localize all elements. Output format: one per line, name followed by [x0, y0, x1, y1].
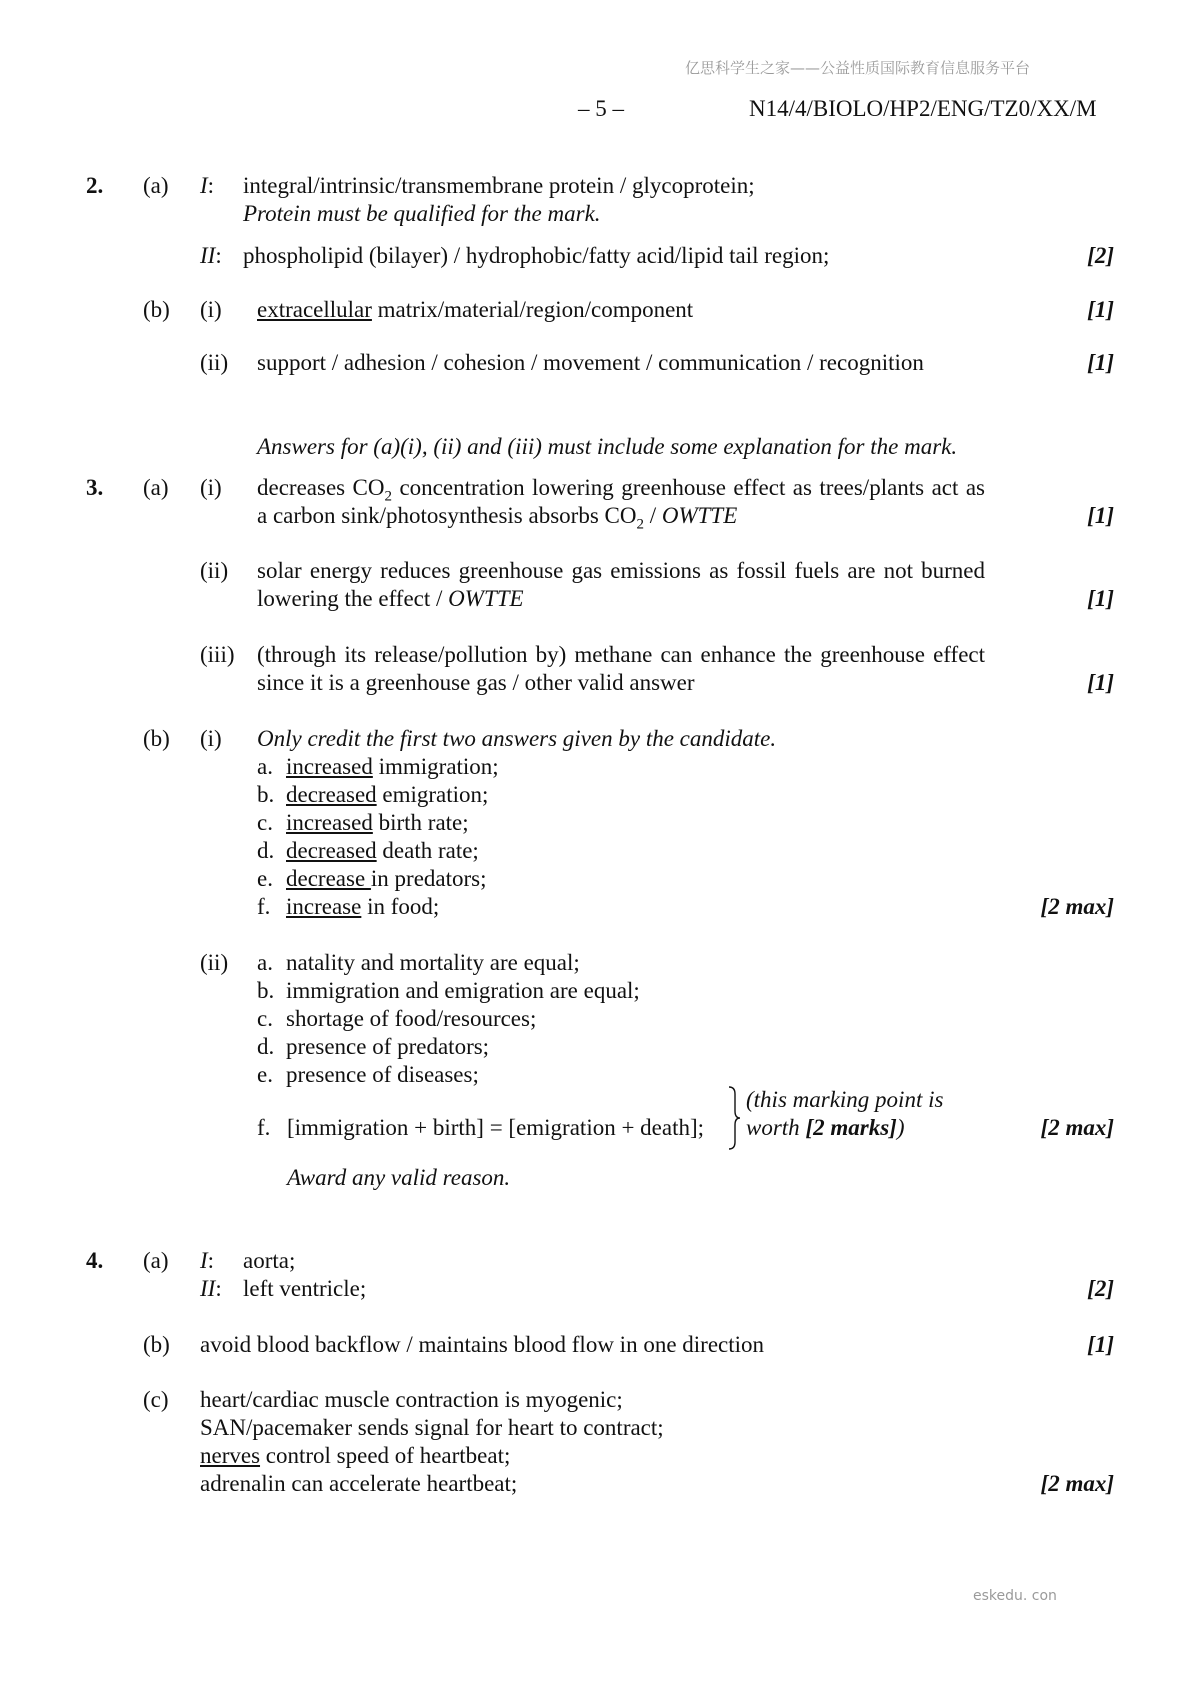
q3b-ii-f-letter: f.	[257, 1115, 271, 1140]
q3a-ii-mark: [1]	[1087, 586, 1114, 611]
list-item: e. presence of diseases;	[257, 1062, 479, 1087]
q3b-i-label: (i)	[200, 726, 222, 751]
q3a-iii-answer: (through its release/pollution by) methane can enhance the greenhouse effect since it is a greenhouse gas / other valid answer	[257, 642, 985, 695]
q3b-ii-f-equation: [immigration + birth] = [emigration + death];	[287, 1115, 705, 1140]
q4c-label: (c)	[143, 1387, 169, 1412]
q2b-i-label: (i)	[200, 297, 222, 322]
list-item: f. increase in food;	[257, 894, 440, 919]
q2a-label: (a)	[143, 173, 169, 198]
q3b-ii-award: Award any valid reason.	[287, 1165, 511, 1190]
list-item: d. presence of predators;	[257, 1034, 490, 1059]
q2a-i-label: I:	[200, 173, 215, 198]
q3a-i-mark: [1]	[1087, 503, 1114, 528]
list-item: b. decreased emigration;	[257, 782, 489, 807]
list-item: d. decreased death rate;	[257, 838, 479, 863]
q4c-answer: heart/cardiac muscle contraction is myogenic; SAN/pacemaker sends signal for heart to contract; nerves control speed of heartbeat; adrenalin can accelerate heartbeat;	[200, 1387, 664, 1496]
q2a-i-answer: integral/intrinsic/transmembrane protein / glycoprotein;	[243, 173, 755, 198]
q2b-label: (b)	[143, 297, 170, 322]
q4c-mark: [2 max]	[1040, 1471, 1114, 1496]
question-2-number: 2.	[86, 173, 104, 198]
paper-code: N14/4/BIOLO/HP2/ENG/TZ0/XX/M	[749, 96, 1097, 121]
q4a-mark: [2]	[1087, 1276, 1114, 1301]
q2b-ii-mark: [1]	[1087, 350, 1114, 375]
q3b-i-note: Only credit the first two answers given by the candidate.	[257, 726, 777, 751]
q3a-iii-mark: [1]	[1087, 670, 1114, 695]
q3b-ii-f-note: (this marking point is worth [2 marks])	[746, 1087, 944, 1140]
q4a-i-label: I:	[200, 1248, 215, 1273]
q4b-answer: avoid blood backflow / maintains blood flow in one direction	[200, 1332, 765, 1357]
list-item: c. shortage of food/resources;	[257, 1006, 537, 1031]
q4a-label: (a)	[143, 1248, 169, 1273]
watermark-top: 亿思科学生之家——公益性质国际教育信息服务平台	[685, 59, 1031, 77]
q3a-iii-label: (iii)	[200, 642, 235, 667]
page-number: – 5 –	[578, 96, 624, 121]
q3-instruction: Answers for (a)(i), (ii) and (iii) must include some explanation for the mark.	[257, 434, 958, 459]
question-4-number: 4.	[86, 1248, 104, 1273]
watermark-bottom: eskedu. con	[973, 1588, 1057, 1604]
q3a-i-answer: decreases $CO_2$ concentration lowering greenhouse effect as trees/plants act as a carbon sink/photosynthesis absorbs $CO_2$ / OWTTE	[257, 475, 985, 533]
question-3-number: 3.	[86, 475, 104, 500]
q3a-label: (a)	[143, 475, 169, 500]
q4b-label: (b)	[143, 1332, 170, 1357]
q2b-ii-answer: support / adhesion / cohesion / movement / communication / recognition	[257, 350, 924, 375]
q4b-mark: [1]	[1087, 1332, 1114, 1357]
q3b-ii-mark: [2 max]	[1040, 1115, 1114, 1140]
q2b-i-answer: extracellular matrix/material/region/component	[257, 297, 694, 322]
q2a-i-note: Protein must be qualified for the mark.	[243, 201, 601, 226]
list-item: a. natality and mortality are equal;	[257, 950, 580, 975]
q3b-label: (b)	[143, 726, 170, 751]
list-item: a. increased immigration;	[257, 754, 499, 779]
q4a-i-answer: aorta;	[243, 1248, 296, 1273]
q2a-ii-answer: phospholipid (bilayer) / hydrophobic/fatty acid/lipid tail region;	[243, 243, 830, 268]
list-item: c. increased birth rate;	[257, 810, 469, 835]
q3a-ii-label: (ii)	[200, 558, 229, 583]
brace-icon	[727, 1086, 741, 1150]
q2a-ii-label: II:	[200, 243, 222, 268]
q3a-ii-answer: solar energy reduces greenhouse gas emissions as fossil fuels are not burned lowering the effect / OWTTE	[257, 558, 985, 611]
q4a-ii-answer: left ventricle;	[243, 1276, 367, 1301]
q3b-i-mark: [2 max]	[1040, 894, 1114, 919]
q3a-i-label: (i)	[200, 475, 222, 500]
q2b-i-mark: [1]	[1087, 297, 1114, 322]
q3b-ii-label: (ii)	[200, 950, 229, 975]
q2b-ii-label: (ii)	[200, 350, 229, 375]
q3b-ii-list	[257, 949, 640, 1089]
list-item: e. decrease in predators;	[257, 866, 487, 891]
q2a-mark: [2]	[1087, 243, 1114, 268]
q4a-ii-label: II:	[200, 1276, 222, 1301]
q3b-i-list	[257, 753, 499, 921]
list-item: b. immigration and emigration are equal;	[257, 978, 640, 1003]
